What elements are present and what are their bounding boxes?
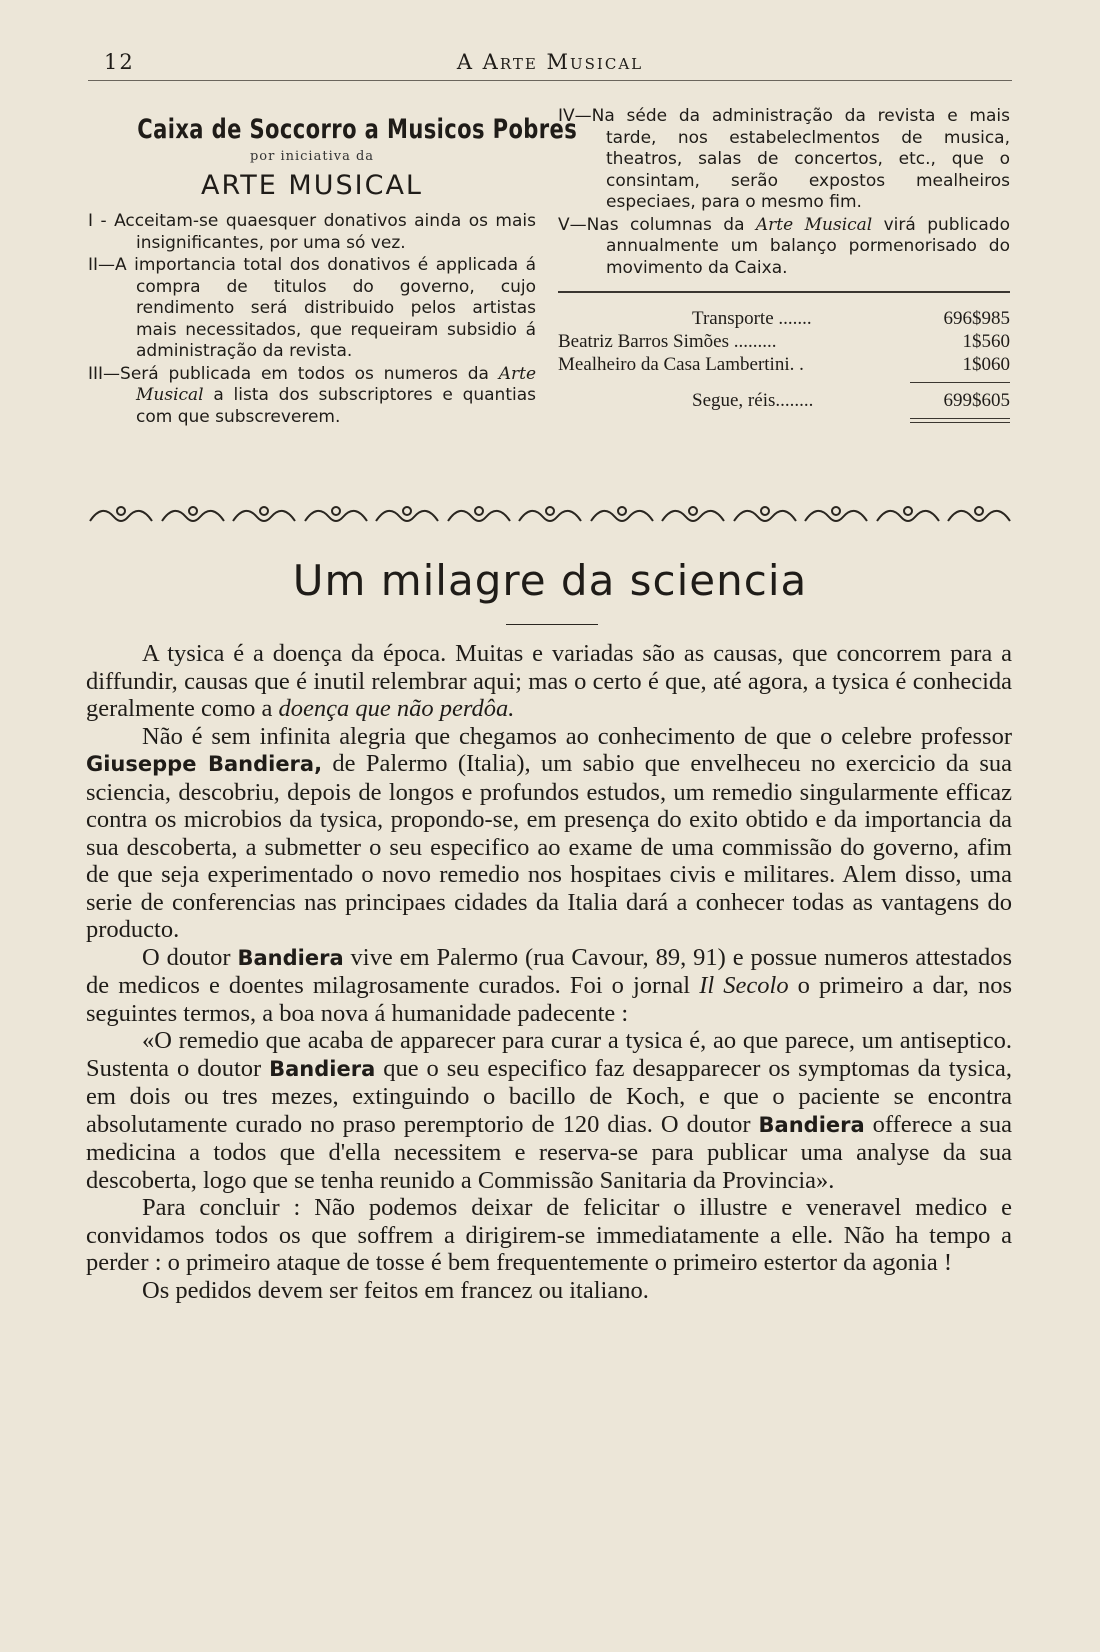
rule-3 xyxy=(88,364,536,429)
ledger-label: Beatriz Barros Simões ......... xyxy=(558,331,777,352)
rule-4: IV—Na séde da administração da revista e mais tarde, nos estabeleclmentos de musica, theatros, salas de concertos, etc., que o consintam, serão expostos mealheiros especiaes, para o mesmo fim. xyxy=(558,106,1010,212)
p4-text-end: offerece a sua medicina a todos que d'ella necessitem e reserva-se para publicar uma analyse da sua descoberta, logo que se tenha reunido a Commissão Sanitaria da Provincia». xyxy=(86,1110,1012,1194)
scroll-ornament-icon xyxy=(88,499,154,529)
paragraph xyxy=(86,723,1012,944)
rule-1: I - Acceitam-se quaesquer donativos ainda os mais insignificantes, por uma só vez. xyxy=(88,211,536,253)
rule-5 xyxy=(558,215,1010,280)
ledger-label: Transporte ....... xyxy=(692,308,812,329)
paragraph: Os pedidos devem ser feitos em francez ou italiano. xyxy=(142,1276,649,1304)
ledger-double-rule xyxy=(910,418,1010,423)
scroll-ornament-icon xyxy=(732,499,798,529)
ledger-value: 1$560 xyxy=(962,331,1010,352)
ledger-value: 1$060 xyxy=(962,354,1010,375)
rule-3-text-end: a lista dos subscriptores e quantias com que subscreverem. xyxy=(136,385,536,427)
caixa-title: Caixa de Soccorro a Musicos Pobres xyxy=(137,114,578,145)
p3-text-mid: vive em Palermo (rua Cavour, 89, 91) e possue numeros attestados de medicos e doentes milagrosamente curados. Foi o jornal xyxy=(86,943,1012,999)
scroll-ornament-icon xyxy=(231,499,297,529)
caixa-org: ARTE MUSICAL xyxy=(201,170,423,201)
p2-text: Não é sem infinita alegria que chegamos ao conhecimento de que o celebre professor xyxy=(142,722,1012,750)
scroll-ornament-icon xyxy=(160,499,226,529)
p4-name: Bandiera xyxy=(269,1056,376,1081)
caixa-column xyxy=(88,106,578,429)
p3-newspaper: Il Secolo xyxy=(699,972,789,999)
ledger-divider xyxy=(558,291,1010,293)
scroll-ornament-icon xyxy=(374,499,440,529)
scroll-ornament-icon xyxy=(946,499,1012,529)
scroll-ornament-icon xyxy=(446,499,512,529)
caixa-subtitle: por iniciativa da xyxy=(249,149,375,164)
p1-text: A tysica é a doença da época. Muitas e variadas são as causas, que concorrem para a diffundir, causas que é inutil relembrar aqui; mas o certo é que, até agora, a tysica é conhecida geralmente como a xyxy=(86,640,1012,722)
rule-5-text: V—Nas columnas da xyxy=(558,214,756,235)
p4-text-mid: que o seu especifico faz desapparecer os symptomas da tysica, em dois ou tres mezes, extinguindo o bacillo de Koch, e que o paciente se encontra absolutamente curado no praso peremptorio de 120 dias. O doutor xyxy=(86,1054,1012,1138)
p4-text: «O remedio que acaba de apparecer para curar a tysica é, ao que parece, um antiseptico. Sustenta o doutor xyxy=(86,1027,1012,1082)
paragraph xyxy=(86,640,1012,723)
paragraph xyxy=(86,1027,1012,1194)
scroll-ornament-icon xyxy=(517,499,583,529)
p4-name: Bandiera xyxy=(758,1112,865,1137)
running-header xyxy=(88,44,1012,81)
p3-text-end: o primeiro a dar, nos seguintes termos, a boa nova á humanidade padecente : xyxy=(86,972,1012,1027)
journal-title: A Arte Musical xyxy=(456,50,644,74)
ledger-total-row xyxy=(558,389,1010,412)
p1-emphasis: doença que não perdôa. xyxy=(278,695,515,722)
p2-name: Giuseppe Bandiera, xyxy=(86,752,323,776)
paragraph: Para concluir : Não podemos deixar de felicitar o illustre e veneravel medico e convidamos todos os que soffrem a dirigirem-se immediatamente a elle. Não ha tempo a perder : o primeiro ataque de tosse é bem frequentemente o primeiro estertor da agonia ! xyxy=(86,1194,1012,1276)
rule-5-journal: Arte Musical xyxy=(755,214,873,235)
scroll-ornament-icon xyxy=(589,499,655,529)
ledger-row xyxy=(558,330,1010,353)
ledger-sum-rule xyxy=(910,382,1010,383)
page-number: 12 xyxy=(104,50,135,74)
article-body xyxy=(86,640,1012,1304)
scroll-ornament-icon xyxy=(875,499,941,529)
title-rule xyxy=(506,624,598,625)
ledger xyxy=(558,307,1010,423)
p3-text: O doutor xyxy=(142,943,238,971)
ornamental-divider xyxy=(88,496,1012,532)
rule-3-journal: Arte Musical xyxy=(136,363,536,405)
ledger-total-label: Segue, réis........ xyxy=(692,390,814,411)
ledger-row xyxy=(558,353,1010,376)
ledger-row xyxy=(558,307,1010,330)
rule-2: II—A importancia total dos donativos é applicada á compra de titulos do governo, cujo rendimento será distribuido pelos artistas mais necessitados, que requeiram subsidio á administração da revista. xyxy=(88,255,536,361)
caixa-column-right xyxy=(558,106,1010,423)
scroll-ornament-icon xyxy=(660,499,726,529)
paragraph xyxy=(86,944,1012,1028)
scroll-ornament-icon xyxy=(803,499,869,529)
rule-5-text-end: virá publicado annualmente um balanço pormenorisado do movimento da Caixa. xyxy=(606,214,1010,278)
p3-name: Bandiera xyxy=(237,945,344,970)
ledger-value: 696$985 xyxy=(943,308,1010,329)
article-title: Um milagre da sciencia xyxy=(292,556,808,605)
ledger-total-value: 699$605 xyxy=(943,390,1010,411)
p2-text-end: de Palermo (Italia), um sabio que envelheceu no exercicio da sua sciencia, descobriu, depois de longos e profundos estudos, um remedio singularmente efficaz contra os microbios da tysica, propondo-se, em presença do exito obtido e da importancia da sua descoberta, a submetter o seu especifico ao exame de uma commissão do governo, afim de que seja experimentado o novo remedio nos hospitaes civis e militares. Alem disso, uma serie de conferencias nas principaes cidades da Italia dará a conhecer todas as vantagens do producto. xyxy=(86,750,1012,943)
scroll-ornament-icon xyxy=(303,499,369,529)
ledger-label: Mealheiro da Casa Lambertini. . xyxy=(558,354,804,375)
rule-3-text: III—Será publicada em todos os numeros da xyxy=(88,363,499,384)
